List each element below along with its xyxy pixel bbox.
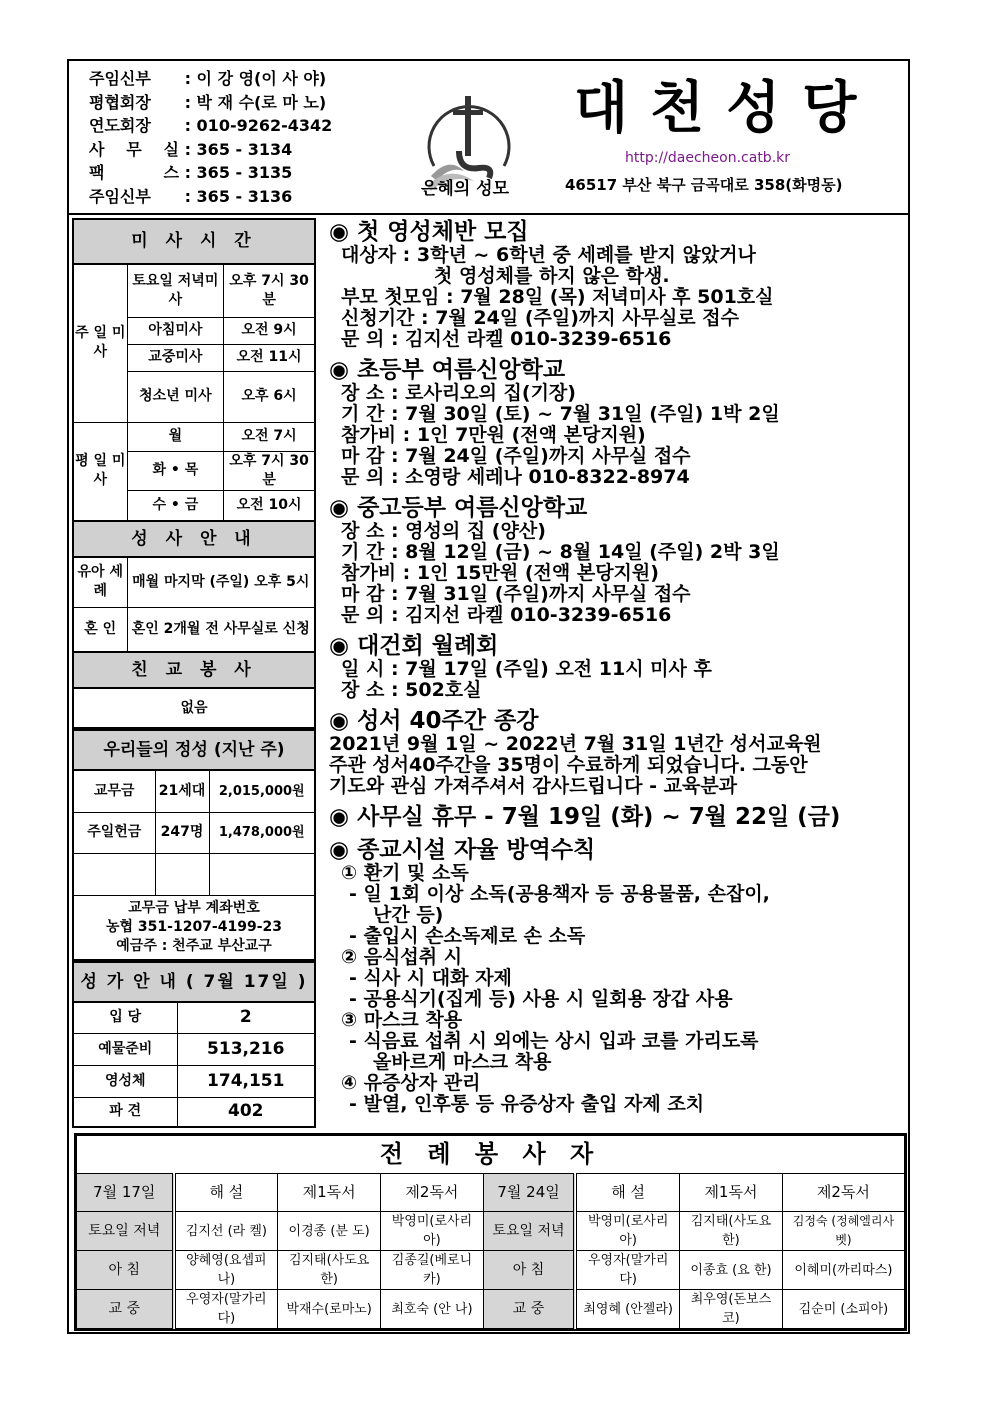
notice-line: 참가비 : 1인 7만원 (전액 본당지원): [341, 424, 646, 446]
role-header: 해 설: [174, 1174, 278, 1212]
mass-time: 오후 7시 30분: [224, 264, 315, 317]
fellowship-value: 없음: [73, 688, 315, 728]
mass-name: 청소년 미사: [127, 371, 224, 422]
info-value: : 365 - 3136: [184, 186, 293, 206]
notice-line: 마 감 : 7월 31일 (주일)까지 사무실 접수: [341, 583, 691, 605]
notice: [329, 837, 907, 1115]
account-line: 예금주 : 천주교 부산교구: [116, 937, 272, 954]
role-header: 해 설: [575, 1174, 679, 1212]
liturgy-ministers: [74, 1133, 907, 1331]
mass-time: 오전 7시: [224, 422, 315, 451]
notice-line: 부모 첫모임 : 7월 28일 (목) 저녁미사 후 501호실: [341, 286, 774, 308]
notice-line: 대상자 : 3학년 ~ 6학년 중 세례를 받지 않았거나: [341, 244, 756, 266]
minister-name: 이혜미(까리따스): [782, 1251, 904, 1290]
offering-title: 우리들의 정성 (지난 주): [73, 730, 315, 770]
notice-heading: ◉ 성서 40주간 종강: [329, 708, 539, 734]
mass-name: 화 • 목: [127, 451, 224, 490]
role-header: 제2독서: [782, 1174, 904, 1212]
notice-line: ④ 유증상자 관리: [341, 1072, 481, 1094]
notice: [329, 495, 907, 626]
hymn-part: 입 당: [73, 1002, 177, 1033]
mass-time: 오전 11시: [224, 344, 315, 371]
header: [69, 61, 908, 215]
notice: [329, 633, 907, 701]
mass-label: 교 중: [483, 1290, 575, 1329]
notice-line: 난간 등): [373, 904, 444, 926]
mass-label: 토요일 저녁: [77, 1212, 174, 1251]
account-line: 농협 351-1207-4199-23: [106, 918, 282, 935]
sacrament-name: 혼 인: [73, 607, 127, 652]
notice-line: 참가비 : 1인 15만원 (전액 본당지원): [341, 562, 659, 584]
empty-cell: [73, 853, 155, 895]
account-info: [73, 895, 315, 960]
mass-name: 교중미사: [127, 344, 224, 371]
bulletin: [67, 59, 910, 1334]
notice-line: ③ 마스크 착용: [341, 1009, 463, 1031]
notice-heading: ◉ 첫 영성체반 모집: [329, 219, 529, 245]
notice: [329, 804, 907, 830]
notices: [329, 219, 907, 1122]
address: 46517 부산 북구 금곡대로 358(화명동): [565, 176, 843, 194]
minister-name: 김정숙 (정혜엘리사벳): [782, 1212, 904, 1251]
hymn-number: 513,216: [177, 1033, 315, 1065]
info-value: : 박 재 수(로 마 노): [184, 92, 327, 112]
empty-cell: [209, 853, 315, 895]
mass-times-table: [72, 218, 316, 729]
hymn-number: 2: [177, 1002, 315, 1033]
mass-name: 수 • 금: [127, 490, 224, 521]
role-header: 제1독서: [278, 1174, 381, 1212]
notice-line: 기도와 관심 가져주셔서 감사드립니다 - 교육분과: [329, 775, 738, 797]
info-label: 주임신부: [89, 69, 151, 88]
hymn-number: 174,151: [177, 1065, 315, 1097]
notice-line: 2021년 9월 1일 ~ 2022년 7월 31일 1년간 성서교육원: [329, 733, 822, 755]
notice-line: - 공용식기(집게 등) 사용 시 일회용 장갑 사용: [349, 988, 733, 1010]
sacrament-info: 매월 마지막 (주일) 오후 5시: [127, 557, 315, 607]
left-column: [72, 218, 316, 1128]
minister-name: 김종길(베로니카): [381, 1251, 484, 1290]
notice-line: 장 소 : 502호실: [341, 679, 482, 701]
minister-name: 김순미 (소피아): [782, 1290, 904, 1329]
offering-count: 21세대: [155, 770, 209, 812]
notice: [329, 357, 907, 488]
hymn-part: 파 견: [73, 1097, 177, 1127]
empty-cell: [155, 853, 209, 895]
notice-line: - 발열, 인후통 등 유증상자 출입 자제 조치: [349, 1093, 705, 1115]
table-row: [77, 1212, 905, 1251]
minister-name: 김지태(사도요한): [680, 1212, 783, 1251]
info-value: : 365 - 3135: [184, 163, 293, 182]
notice-line: - 출입시 손소독제로 손 소독: [349, 925, 586, 947]
sacrament-name: 유아 세례: [73, 557, 127, 607]
week-date: 7월 24일: [483, 1174, 575, 1212]
sacrament-info: 혼인 2개월 전 사무실로 신청: [127, 607, 315, 652]
hymn-number: 402: [177, 1097, 315, 1127]
offering-type: 주일헌금: [73, 812, 155, 853]
notice-heading: ◉ 사무실 휴무 - 7월 19일 (화) ~ 7월 22일 (금): [329, 804, 841, 830]
mass-label: 아 침: [483, 1251, 575, 1290]
logo-caption: 은혜의 성모: [421, 179, 510, 199]
weekday-mass-label: 평 일 미 사: [73, 422, 127, 521]
notice-line: 문 의 : 김지선 라켈 010-3239-6516: [341, 604, 672, 626]
notice: [329, 708, 907, 797]
minister-name: 김지태(사도요한): [278, 1251, 381, 1290]
notice-line: - 식음료 섭취 시 외에는 상시 입과 코를 가리도록: [349, 1030, 759, 1052]
notice-line: - 식사 시 대화 자제: [349, 967, 512, 989]
minister-name: 박영미(로사리아): [575, 1212, 679, 1251]
notice-line: 첫 영성체를 하지 않은 학생.: [434, 265, 670, 287]
fellowship-title: 친 교 봉 사: [73, 652, 315, 688]
hymns-table: [72, 961, 316, 1128]
info-value: : 010-9262-4342: [184, 116, 333, 135]
week-date: 7월 17일: [77, 1174, 174, 1212]
info-label: 평협회장: [89, 92, 151, 112]
notice-line: ② 음식섭취 시: [341, 946, 463, 968]
mass-time: 오후 6시: [224, 371, 315, 422]
offering-count: 247명: [155, 812, 209, 853]
website-link[interactable]: http://daecheon.catb.kr: [625, 150, 791, 166]
role-header: 제1독서: [680, 1174, 783, 1212]
mass-time: 오전 10시: [224, 490, 315, 521]
notice-heading: ◉ 종교시설 자율 방역수칙: [329, 837, 596, 863]
table-row: [77, 1251, 905, 1290]
mass-label: 토요일 저녁: [483, 1212, 575, 1251]
minister-name: 최영혜 (안젤라): [575, 1290, 679, 1329]
sacrament-title: 성 사 안 내: [73, 521, 315, 557]
notice-line: 올바르게 마스크 착용: [373, 1051, 552, 1073]
church-name: 대천성당: [574, 76, 879, 141]
role-header: 제2독서: [381, 1174, 484, 1212]
mass-name: 아침미사: [127, 317, 224, 344]
minister-name: 우영자(말가리다): [575, 1251, 679, 1290]
notice-heading: ◉ 대건회 월례회: [329, 633, 499, 659]
offering-amount: 2,015,000원: [209, 770, 315, 812]
notice-line: 장 소 : 영성의 집 (양산): [341, 520, 546, 542]
contact-info: [89, 67, 332, 208]
mass-label: 아 침: [77, 1251, 174, 1290]
notice-line: ① 환기 및 소독: [341, 862, 469, 884]
notice-line: 기 간 : 8월 12일 (금) ~ 8월 14일 (주일) 2박 3일: [341, 541, 780, 563]
mass-time: 오후 7시 30분: [224, 451, 315, 490]
notice-line: 기 간 : 7월 30일 (토) ~ 7월 31일 (주일) 1박 2일: [341, 403, 780, 425]
minister-name: 최우영(돈보스코): [680, 1290, 783, 1329]
notice-line: 문 의 : 김지선 라켈 010-3239-6516: [341, 328, 672, 350]
mass-time: 오전 9시: [224, 317, 315, 344]
offering-amount: 1,478,000원: [209, 812, 315, 853]
hymns-title: 성 가 안 내 ( 7월 17일 ): [73, 962, 315, 1002]
liturgy-title: 전 례 봉 사 자: [77, 1136, 905, 1174]
notice-heading: ◉ 중고등부 여름신앙학교: [329, 495, 588, 521]
mass-name: 토요일 저녁미사: [127, 264, 224, 317]
notice-line: 신청기간 : 7월 24일 (주일)까지 사무실로 접수: [341, 307, 739, 329]
notice: [329, 219, 907, 350]
info-label: 팩 스: [89, 163, 179, 182]
notice-heading: ◉ 초등부 여름신앙학교: [329, 357, 566, 383]
liturgy-table: [76, 1135, 905, 1329]
account-line: 교무금 납부 계좌번호: [128, 899, 260, 916]
minister-name: 양혜영(요셉피나): [174, 1251, 278, 1290]
minister-name: 최호숙 (안 나): [381, 1290, 484, 1329]
minister-name: 박영미(로사리아): [381, 1212, 484, 1251]
sunday-mass-label: 주 일 미 사: [73, 264, 127, 422]
minister-name: 우영자(말가리다): [174, 1290, 278, 1329]
notice-line: 문 의 : 소영랑 세레나 010-8322-8974: [341, 466, 690, 488]
notice-line: 일 시 : 7월 17일 (주일) 오전 11시 미사 후: [341, 658, 712, 680]
info-label: 연도회장: [89, 116, 151, 135]
info-label: 사 무 실: [89, 139, 179, 159]
minister-name: 이경종 (분 도): [278, 1212, 381, 1251]
table-row: [77, 1290, 905, 1329]
minister-name: 박재수(로마노): [278, 1290, 381, 1329]
info-value: : 이 강 영(이 사 야): [184, 69, 327, 88]
info-label: 주임신부: [89, 186, 151, 206]
notice-line: - 일 1회 이상 소독(공용책자 등 공용물품, 손잡이,: [349, 883, 770, 905]
mass-times-title: 미 사 시 간: [73, 219, 315, 264]
hymn-part: 영성체: [73, 1065, 177, 1097]
minister-name: 이종효 (요 한): [680, 1251, 783, 1290]
offering-table: [72, 729, 316, 961]
offering-type: 교무금: [73, 770, 155, 812]
mass-name: 월: [127, 422, 224, 451]
notice-line: 마 감 : 7월 24일 (주일)까지 사무실 접수: [341, 445, 691, 467]
mass-label: 교 중: [77, 1290, 174, 1329]
notice-line: 주관 성서40주간을 35명이 수료하게 되었습니다. 그동안: [329, 754, 808, 776]
info-value: : 365 - 3134: [184, 139, 293, 159]
minister-name: 김지선 (라 켈): [174, 1212, 278, 1251]
hymn-part: 예물준비: [73, 1033, 177, 1065]
notice-line: 장 소 : 로사리오의 집(기장): [341, 382, 576, 404]
